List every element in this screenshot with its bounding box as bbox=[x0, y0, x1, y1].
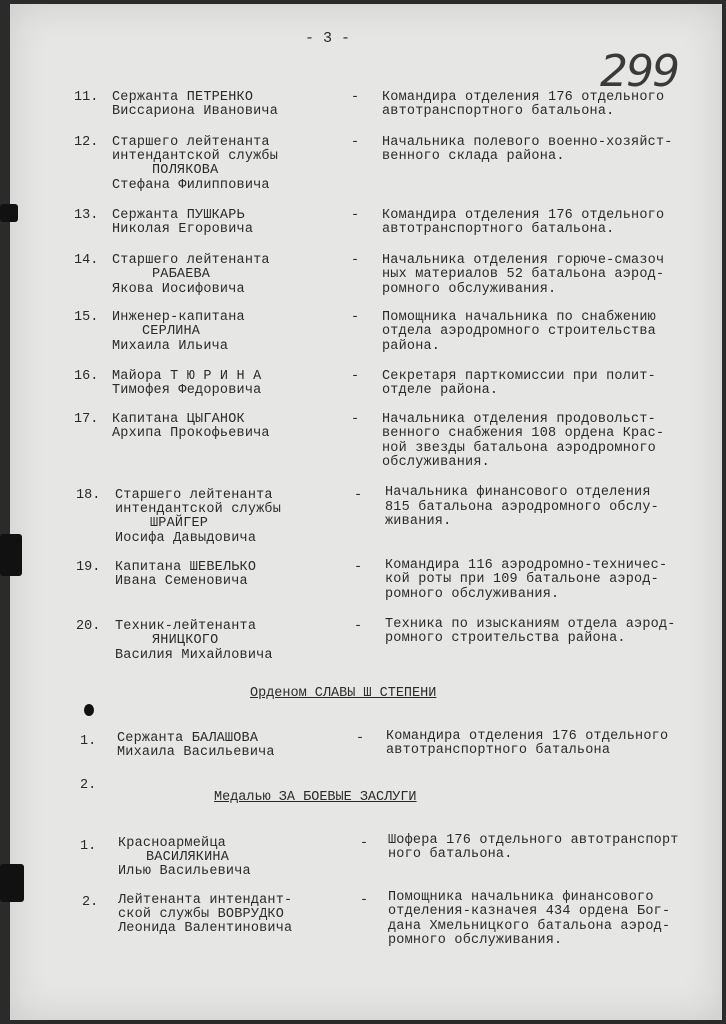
entry-number: 12. bbox=[74, 135, 99, 150]
folio-number: 299 bbox=[600, 46, 678, 97]
entry-name: Михаила Васильевича bbox=[117, 745, 275, 760]
entry-number: 14. bbox=[74, 253, 99, 268]
entry-name: Илью Васильевича bbox=[118, 864, 251, 879]
punch-hole bbox=[0, 864, 24, 902]
entry-desc: 815 батальона аэродромного обслу- bbox=[385, 500, 659, 515]
entry-desc: живания. bbox=[385, 514, 452, 529]
entry-number: 1. bbox=[80, 734, 97, 749]
entry-name: Сержанта ПЕТРЕНКО bbox=[112, 90, 254, 105]
entry-name: ской службы ВОВРУДКО bbox=[118, 907, 285, 922]
entry-desc: обслуживания. bbox=[382, 455, 490, 470]
separator-dash: - bbox=[351, 369, 360, 384]
entry-desc: Начальника отделения горюче-смазоч bbox=[382, 253, 665, 268]
separator-dash: - bbox=[354, 619, 363, 634]
entry-name: ПОЛЯКОВА bbox=[152, 163, 219, 178]
entry-name: РАБАЕВА bbox=[152, 267, 211, 282]
punch-hole bbox=[0, 534, 22, 576]
entry-name: ВАСИЛЯКИНА bbox=[146, 850, 230, 865]
entry-desc: Начальника финансового отделения bbox=[385, 485, 651, 500]
entry-name: интендантской службы bbox=[112, 149, 279, 164]
entry-name: Сержанта ПУШКАРЬ bbox=[112, 208, 245, 223]
entry-number: 16. bbox=[74, 369, 99, 384]
entry-desc: дана Хмельницкого батальона аэрод- bbox=[388, 919, 671, 934]
separator-dash: - bbox=[351, 90, 360, 105]
separator-dash: - bbox=[360, 836, 369, 851]
entry-number: 19. bbox=[76, 560, 101, 575]
section-heading: Орденом СЛАВЫ Ш СТЕПЕНИ bbox=[250, 686, 437, 701]
entry-desc: ной звезды батальона аэродромного bbox=[382, 441, 656, 456]
entry-name: Майора Т Ю Р И Н А bbox=[112, 369, 262, 384]
entry-name: Виссариона Ивановича bbox=[112, 104, 279, 119]
entry-desc: автотранспортного батальона. bbox=[382, 104, 615, 119]
entry-name: Сержанта БАЛАШОВА bbox=[117, 731, 259, 746]
ink-blot bbox=[84, 704, 94, 716]
entry-desc: отделе района. bbox=[382, 383, 499, 398]
entry-desc: Начальника полевого военно-хозяйст- bbox=[382, 135, 673, 150]
entry-number: 18. bbox=[76, 488, 101, 503]
separator-dash: - bbox=[360, 893, 369, 908]
entry-name: Тимофея Федоровича bbox=[112, 383, 262, 398]
entry-name: Старшего лейтенанта bbox=[112, 135, 270, 150]
entry-name: Ивана Семеновича bbox=[115, 574, 248, 589]
entry-desc: ромного обслуживания. bbox=[388, 933, 563, 948]
entry-desc: района. bbox=[382, 339, 441, 354]
entry-desc: Помощника начальника финансового bbox=[388, 890, 654, 905]
separator-dash: - bbox=[351, 412, 360, 427]
section-heading: Медалью ЗА БОЕВЫЕ ЗАСЛУГИ bbox=[214, 790, 417, 805]
entry-desc: ромного обслуживания. bbox=[385, 587, 560, 602]
entry-name: ЯНИЦКОГО bbox=[152, 633, 219, 648]
entry-desc: кой роты при 109 батальоне аэрод- bbox=[385, 572, 659, 587]
entry-name: Старшего лейтенанта bbox=[115, 488, 273, 503]
punch-hole bbox=[0, 204, 18, 222]
entry-desc: Техника по изысканиям отдела аэрод- bbox=[385, 617, 676, 632]
entry-desc: ного батальона. bbox=[388, 847, 513, 862]
document-page bbox=[10, 4, 722, 1020]
separator-dash: - bbox=[351, 310, 360, 325]
page-number: - 3 - bbox=[305, 30, 351, 47]
entry-name: ШРАЙГЕР bbox=[150, 516, 209, 531]
entry-number: 13. bbox=[74, 208, 99, 223]
entry-desc: ных материалов 52 батальона аэрод- bbox=[382, 267, 665, 282]
entry-desc: Начальника отделения продовольст- bbox=[382, 412, 656, 427]
entry-desc: Командира 116 аэродромно-техничес- bbox=[385, 558, 668, 573]
entry-desc: Помощника начальника по снабжению bbox=[382, 310, 656, 325]
entry-name: Красноармейца bbox=[118, 836, 226, 851]
entry-desc: ромного строительства района. bbox=[385, 631, 626, 646]
section-label: 2. bbox=[80, 778, 97, 793]
entry-name: Николая Егоровича bbox=[112, 222, 254, 237]
entry-desc: автотранспортного батальона bbox=[386, 743, 611, 758]
entry-name: Иосифа Давыдовича bbox=[115, 531, 257, 546]
entry-name: Капитана ШЕВЕЛЬКО bbox=[115, 560, 257, 575]
separator-dash: - bbox=[351, 253, 360, 268]
entry-name: Стефана Филипповича bbox=[112, 178, 270, 193]
entry-desc: ромного обслуживания. bbox=[382, 282, 557, 297]
entry-number: 11. bbox=[74, 90, 99, 105]
entry-name: Лейтенанта интендант- bbox=[118, 893, 293, 908]
separator-dash: - bbox=[356, 731, 365, 746]
entry-desc: Командира отделения 176 отдельного bbox=[382, 208, 665, 223]
entry-desc: венного склада района. bbox=[382, 149, 565, 164]
entry-desc: Командира отделения 176 отдельного bbox=[382, 90, 665, 105]
entry-name: Архипа Прокофьевича bbox=[112, 426, 270, 441]
entry-number: 15. bbox=[74, 310, 99, 325]
entry-number: 20. bbox=[76, 619, 101, 634]
entry-desc: Секретаря парткомиссии при полит- bbox=[382, 369, 656, 384]
entry-name: Леонида Валентиновича bbox=[118, 921, 293, 936]
separator-dash: - bbox=[351, 208, 360, 223]
entry-name: Михаила Ильича bbox=[112, 339, 229, 354]
entry-name: Старшего лейтенанта bbox=[112, 253, 270, 268]
entry-number: 1. bbox=[80, 839, 97, 854]
entry-name: СЕРЛИНА bbox=[142, 324, 201, 339]
separator-dash: - bbox=[351, 135, 360, 150]
entry-desc: отдела аэродромного строительства bbox=[382, 324, 656, 339]
separator-dash: - bbox=[354, 560, 363, 575]
entry-name: Василия Михайловича bbox=[115, 648, 273, 663]
separator-dash: - bbox=[354, 488, 363, 503]
entry-desc: автотранспортного батальона. bbox=[382, 222, 615, 237]
entry-name: Инженер-капитана bbox=[112, 310, 245, 325]
entry-desc: венного снабжения 108 ордена Крас- bbox=[382, 426, 665, 441]
entry-name: Якова Иосифовича bbox=[112, 282, 245, 297]
entry-desc: Шофера 176 отдельного автотранспорт bbox=[388, 833, 679, 848]
entry-number: 2. bbox=[82, 895, 99, 910]
entry-name: Техник-лейтенанта bbox=[115, 619, 257, 634]
entry-number: 17. bbox=[74, 412, 99, 427]
entry-name: интендантской службы bbox=[115, 502, 282, 517]
entry-desc: Командира отделения 176 отдельного bbox=[386, 729, 669, 744]
entry-name: Капитана ЦЫГАНОК bbox=[112, 412, 245, 427]
entry-desc: отделения-казначея 434 ордена Бог- bbox=[388, 904, 671, 919]
